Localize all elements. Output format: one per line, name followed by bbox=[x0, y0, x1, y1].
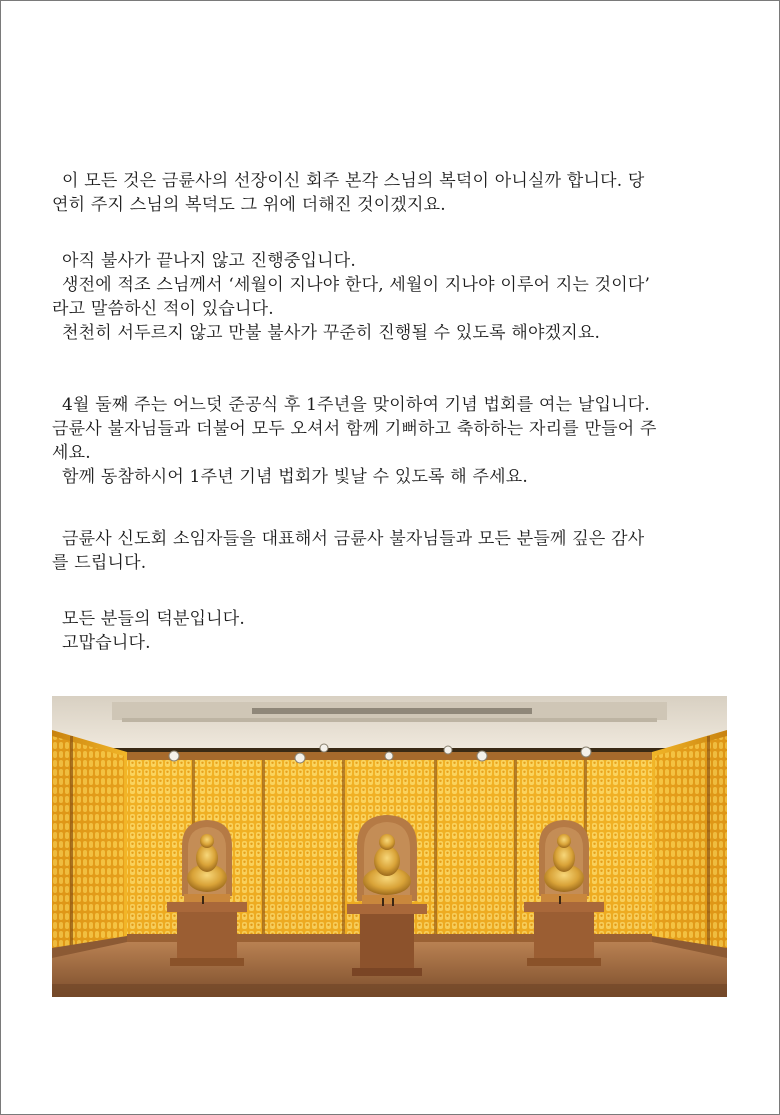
text-line: 생전에 적조 스님께서 ‘세월이 지나야 한다, 세월이 지나야 이루어 지는 것이다’ bbox=[62, 275, 651, 295]
text-line: 를 드립니다. bbox=[52, 553, 147, 573]
text-line: 아직 불사가 끝나지 않고 진행중입니다. bbox=[62, 251, 356, 271]
text-line: 이 모든 것은 금륜사의 선장이신 회주 본각 스님의 복덕이 아니실까 합니다. 당 bbox=[62, 171, 645, 191]
text-line: 고맙습니다. bbox=[62, 633, 151, 653]
temple-hall-photo bbox=[52, 696, 727, 997]
paragraph-4 bbox=[52, 527, 732, 575]
paragraph-3 bbox=[52, 393, 732, 489]
text-line: 세요. bbox=[52, 443, 91, 463]
text-line: 금륜사 신도회 소임자들을 대표해서 금륜사 불자님들과 모든 분들께 깊은 감사 bbox=[62, 529, 645, 549]
text-line: 함께 동참하시어 1주년 기념 법회가 빛날 수 있도록 해 주세요. bbox=[62, 467, 528, 487]
text-line: 모든 분들의 덕분입니다. bbox=[62, 609, 246, 629]
paragraph-5 bbox=[52, 607, 732, 655]
text-line: 천천히 서두르지 않고 만불 불사가 꾸준히 진행될 수 있도록 해야겠지요. bbox=[62, 323, 601, 343]
paragraph-1 bbox=[52, 169, 732, 217]
paragraph-2 bbox=[52, 249, 732, 345]
text-line: 연히 주지 스님의 복덕도 그 위에 더해진 것이겠지요. bbox=[52, 195, 446, 215]
text-line: 금륜사 불자님들과 더불어 모두 오셔서 함께 기뻐하고 축하하는 자리를 만들어 주 bbox=[52, 419, 657, 439]
text-line: 4월 둘째 주는 어느덧 준공식 후 1주년을 맞이하여 기념 법회를 여는 날입니다. bbox=[62, 395, 650, 415]
text-line: 라고 말씀하신 적이 있습니다. bbox=[52, 299, 274, 319]
